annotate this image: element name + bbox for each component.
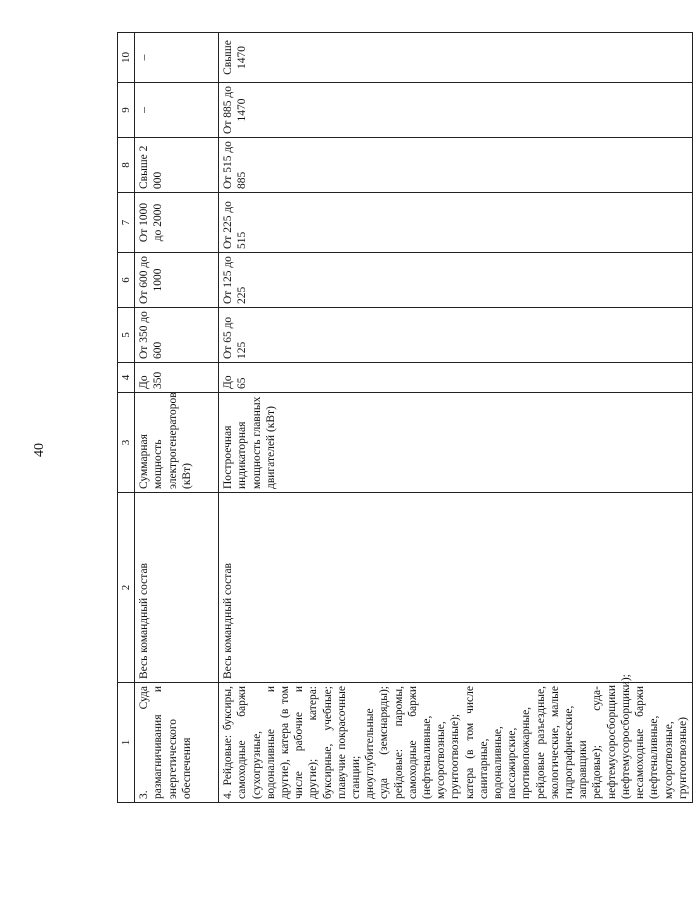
crew-cell: Весь командный состав <box>135 493 219 683</box>
column-number: 10 <box>118 33 135 83</box>
range-cell: От 225 до 515 <box>219 193 693 253</box>
vessel-type-cell: 4. Рейдовые: буксиры, самоходные баржи (сухогрузные, водоналивные и другие), катера (в том числе рабочие и другие); катера: буксирные, учебные; плавучие покрасочные станции; дноуглубительные суда (земснаряды); рейдовые: паромы, самоходные баржи (нефтеналивные, мусоротвозные, грунтоотвозные); катера (в том числе санитарные, водоналивные, пассажирские, противопожарные, рейдовые разъездные, экологические, малые гидрографические, заправщики рейдовые); суда-нефтемусоросборщики (нефтемусоросборщики); несамоходные баржи (нефтеналивные, мусоротвозные, грунтоотвозные) <box>219 683 693 803</box>
criterion-cell: Построечная индикаторная мощность главных двигателей (кВт) <box>219 393 693 493</box>
range-cell: Свыше 2 000 <box>135 138 219 193</box>
column-number: 6 <box>118 253 135 308</box>
range-cell: От 885 до 1470 <box>219 83 693 138</box>
column-number: 3 <box>118 393 135 493</box>
table-container <box>117 33 689 803</box>
criterion-cell: Суммарная мощность электрогенераторов (кВт) <box>135 393 219 493</box>
rank-qualification-table <box>117 32 693 803</box>
crew-cell: Весь командный состав <box>219 493 693 683</box>
column-number: 1 <box>118 683 135 803</box>
vessel-type-cell: 3. Суда размагничивания и энергетического обеспечения <box>135 683 219 803</box>
range-cell: От 600 до 1000 <box>135 253 219 308</box>
range-cell: От 125 до 225 <box>219 253 693 308</box>
range-cell: До 350 <box>135 363 219 393</box>
column-number-row <box>118 33 135 803</box>
column-number: 9 <box>118 83 135 138</box>
range-cell: Свыше 1470 <box>219 33 693 83</box>
page-number: 40 <box>32 443 47 457</box>
column-number: 8 <box>118 138 135 193</box>
column-number: 2 <box>118 493 135 683</box>
range-cell: От 1000 до 2000 <box>135 193 219 253</box>
rotated-table-wrapper <box>117 33 689 803</box>
table-row <box>219 33 693 803</box>
range-cell: – <box>135 83 219 138</box>
range-cell: От 350 до 600 <box>135 308 219 363</box>
column-number: 5 <box>118 308 135 363</box>
column-number: 7 <box>118 193 135 253</box>
range-cell: От 515 до 885 <box>219 138 693 193</box>
table-row <box>135 33 219 803</box>
range-cell: От 65 до 125 <box>219 308 693 363</box>
range-cell: – <box>135 33 219 83</box>
range-cell: До 65 <box>219 363 693 393</box>
column-number: 4 <box>118 363 135 393</box>
